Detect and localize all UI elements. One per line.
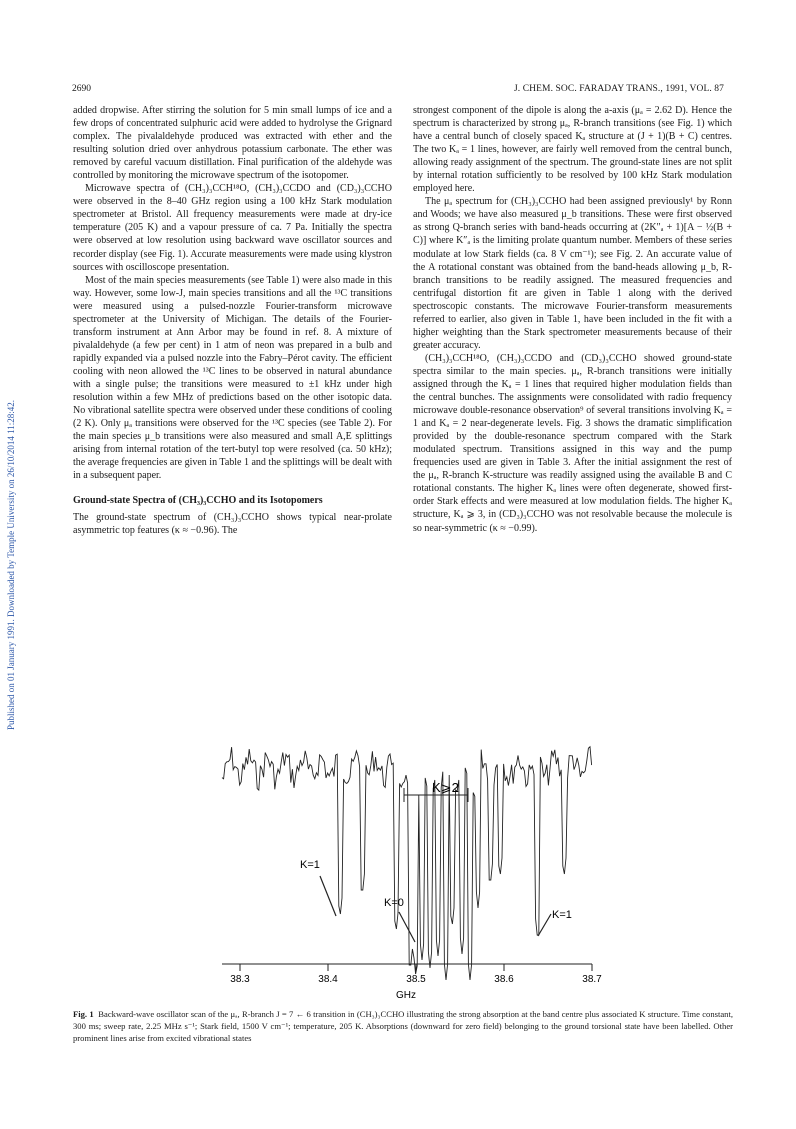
paragraph: added dropwise. After stirring the solution for 5 min small lumps of ice and a few drops of concentrated sulphuric acid were added to hydrolyse the Grignard complex. The pivalaldehyde produced was extracted with ether and the resulting solution dried over anhydrous potassium carbonate. The ether was removed by careful vacuum distillation. Final purification of the aldehyde was controlled by monitoring the microwave spectrum of the isotopomer. [73,105,392,182]
running-header [72,84,724,98]
k1-right-label: K=1 [552,909,572,921]
figure-caption [73,1008,733,1044]
left-column [73,104,392,538]
k1-left-pointer [320,876,336,916]
right-column [413,104,732,535]
page-number: 2690 [72,84,91,94]
paragraph: strongest component of the dipole is along the a-axis (μₐ = 2.62 D). Hence the spectrum is characterized by strong μₐ, R-branch transitions (see Fig. 1) which have a central bunch of closely spaced Kₐ structure at (J + 1)(B + C) centres. The two Kₐ = 1 lines, however, are fairly well removed from the central bunch, allowing ready assignment of the spectrum. The ground-state lines are not split by internal rotation sufficiently to be resolved by 100 kHz Stark modulation employed here. [413,105,732,195]
caption-text: Backward-wave oscillator scan of the μₐ, R-branch J = 7 ← 6 transition in (CH₃)₃CCHO illustrating the strong absorption at the band centre plus associated K structure. Time constant, 300 ms; sweep rate, 2.25 MHz s⁻¹; Stark field, 1500 V cm⁻¹; temperature, 205 K. Absorptions (downward for zero field) belonging to the ground torsional state have been labelled. Other prominent lines arise from excited vibrational states [73,1009,734,1043]
paragraph: The ground-state spectrum of (CH₃)₃CCHO shows typical near-prolate asymmetric top features (κ ≈ −0.96). The [73,512,392,537]
k1-right-pointer [538,914,551,936]
paragraph: Most of the main species measurements (see Table 1) were also made in this way. However, some low-J, main species transitions and all the ¹³C transitions were measured using a pulsed-nozzle Fourier-transform microwave spectrometer at the University of Michigan. The details of the Fourier-transform instrument at Ann Arbor may be found in ref. 8. A mixture of pivalaldehyde (a few per cent) in 1 atm of neon was prepared in a bulb and rapidly expanded via a pulsed nozzle into the Fabry–Pérot cavity. The efficient cooling with neon allowed the ¹³C lines to be observed in natural abundance with a single pulse; the transitions were measured to ±1 kHz under high resolution within a few MHz of predictions based on the other isotopic data. No vibrational satellite spectra were observed under these conditions of cooling (2 K). Only μₐ transitions were observed for the ¹³C species (see Table 2). For the main species μ_b transitions were also measured and small A,E splittings arising from internal rotation of the tert-butyl top were resolved (ca. 50 kHz); the average frequencies are given in Table 1 and the splittings will be dealt with in a subsequent paper. [73,274,393,482]
k0-label: K=0 [384,897,404,909]
paragraph: Microwave spectra of (CH₃)₃CCH¹⁸O, (CH₃)₃CCDO and (CD₃)₃CCHO were observed in the 8–40 GHz region using a 100 kHz Stark modulation spectrometer at Bristol. All frequency measurements were made at dry-ice temperature (205 K) and a vapour pressure of ca. 7 Pa. Initially the spectra were observed at low resolution using backward wave oscillator sources and recorder display (see Fig. 1). Accurate measurements were made using klystron sources with oscilloscope presentation. [73,183,392,273]
k0-pointer [399,912,415,942]
x-tick-label: 38.5 [406,974,426,985]
x-tick-label: 38.3 [230,974,250,985]
kge2-label: K⩾2 [432,780,459,795]
paragraph: (CH₃)₃CCH¹⁸O, (CH₃)₃CCDO and (CD₃)₃CCHO showed ground-state spectra similar to the main species. μₐ, R-branch transitions were initially assigned through the Kₐ = 1 lines that required higher modulation fields than the central bunches. The assignments were consolidated with radio frequency microwave double-resonance observation⁹ of several transitions involving Kₐ = 1 and Kₐ = 2 near-degenerate levels. Fig. 3 shows the dramatic simplification provided by the double-resonance spectrum compared with the Stark modulated spectrum. Transitions assigned in this way and the pump frequencies used are given in Table 3. After the initial assignment the rest of the μₐ, R-branch K-structure was readily assigned using the available B and C rotational constants. The higher Kₐ lines were often degenerate, showed first-order Stark effects and were measured at low modulation fields. The higher Kₐ structure, Kₐ ⩾ 3, in (CD₃)₃CCHO was not resolvable because the molecule is so near-symmetric (κ ≈ −0.99). [413,352,732,534]
x-axis-unit: GHz [396,990,416,1001]
journal-citation: J. CHEM. SOC. FARADAY TRANS., 1991, VOL. 87 [514,84,724,94]
caption-label: Fig. 1 [73,1009,94,1019]
spectrum-plot [200,728,620,1003]
x-tick-label: 38.6 [494,974,514,985]
paragraph: The μₐ spectrum for (CH₃)₃CCHO had been assigned previously¹ by Ronn and Woods; we have also measured μ_b transitions. These were first observed as strong Q-branch series with band-heads occurring at (2K″ₐ + 1)[A − ½(B + C)] where K″ₐ is the limiting prolate quantum number. Members of these series modulate at low Stark fields (ca. 8 V cm⁻¹); see Fig. 2. An accurate value of the A rotational constant was obtained from the band-heads allowing μ_b, R-branch transitions to be readily assigned. The measured frequencies and centrifugal distortion fit are given in Table 1 along with the derived spectroscopic constants. The microwave Fourier-transform measurements referred to earlier, also given in Table 1, have been included in the fit with a higher weighting than the Stark spectrometer measurements because of their greater accuracy. [413,196,732,351]
download-notice-text: Published on 01 January 1991. Downloaded by Temple University on 26/10/2014 11:28:42. [6,399,16,730]
figure-1-spectrum [200,728,620,1003]
spectrum-trace [222,747,592,980]
k1-left-label: K=1 [300,859,320,871]
x-tick-label: 38.7 [582,974,602,985]
x-axis-ticks [230,964,602,985]
x-tick-label: 38.4 [318,974,338,985]
section-heading: Ground-state Spectra of (CH₃)₃CCHO and its Isotopomers [73,495,323,507]
download-notice [0,0,22,1129]
